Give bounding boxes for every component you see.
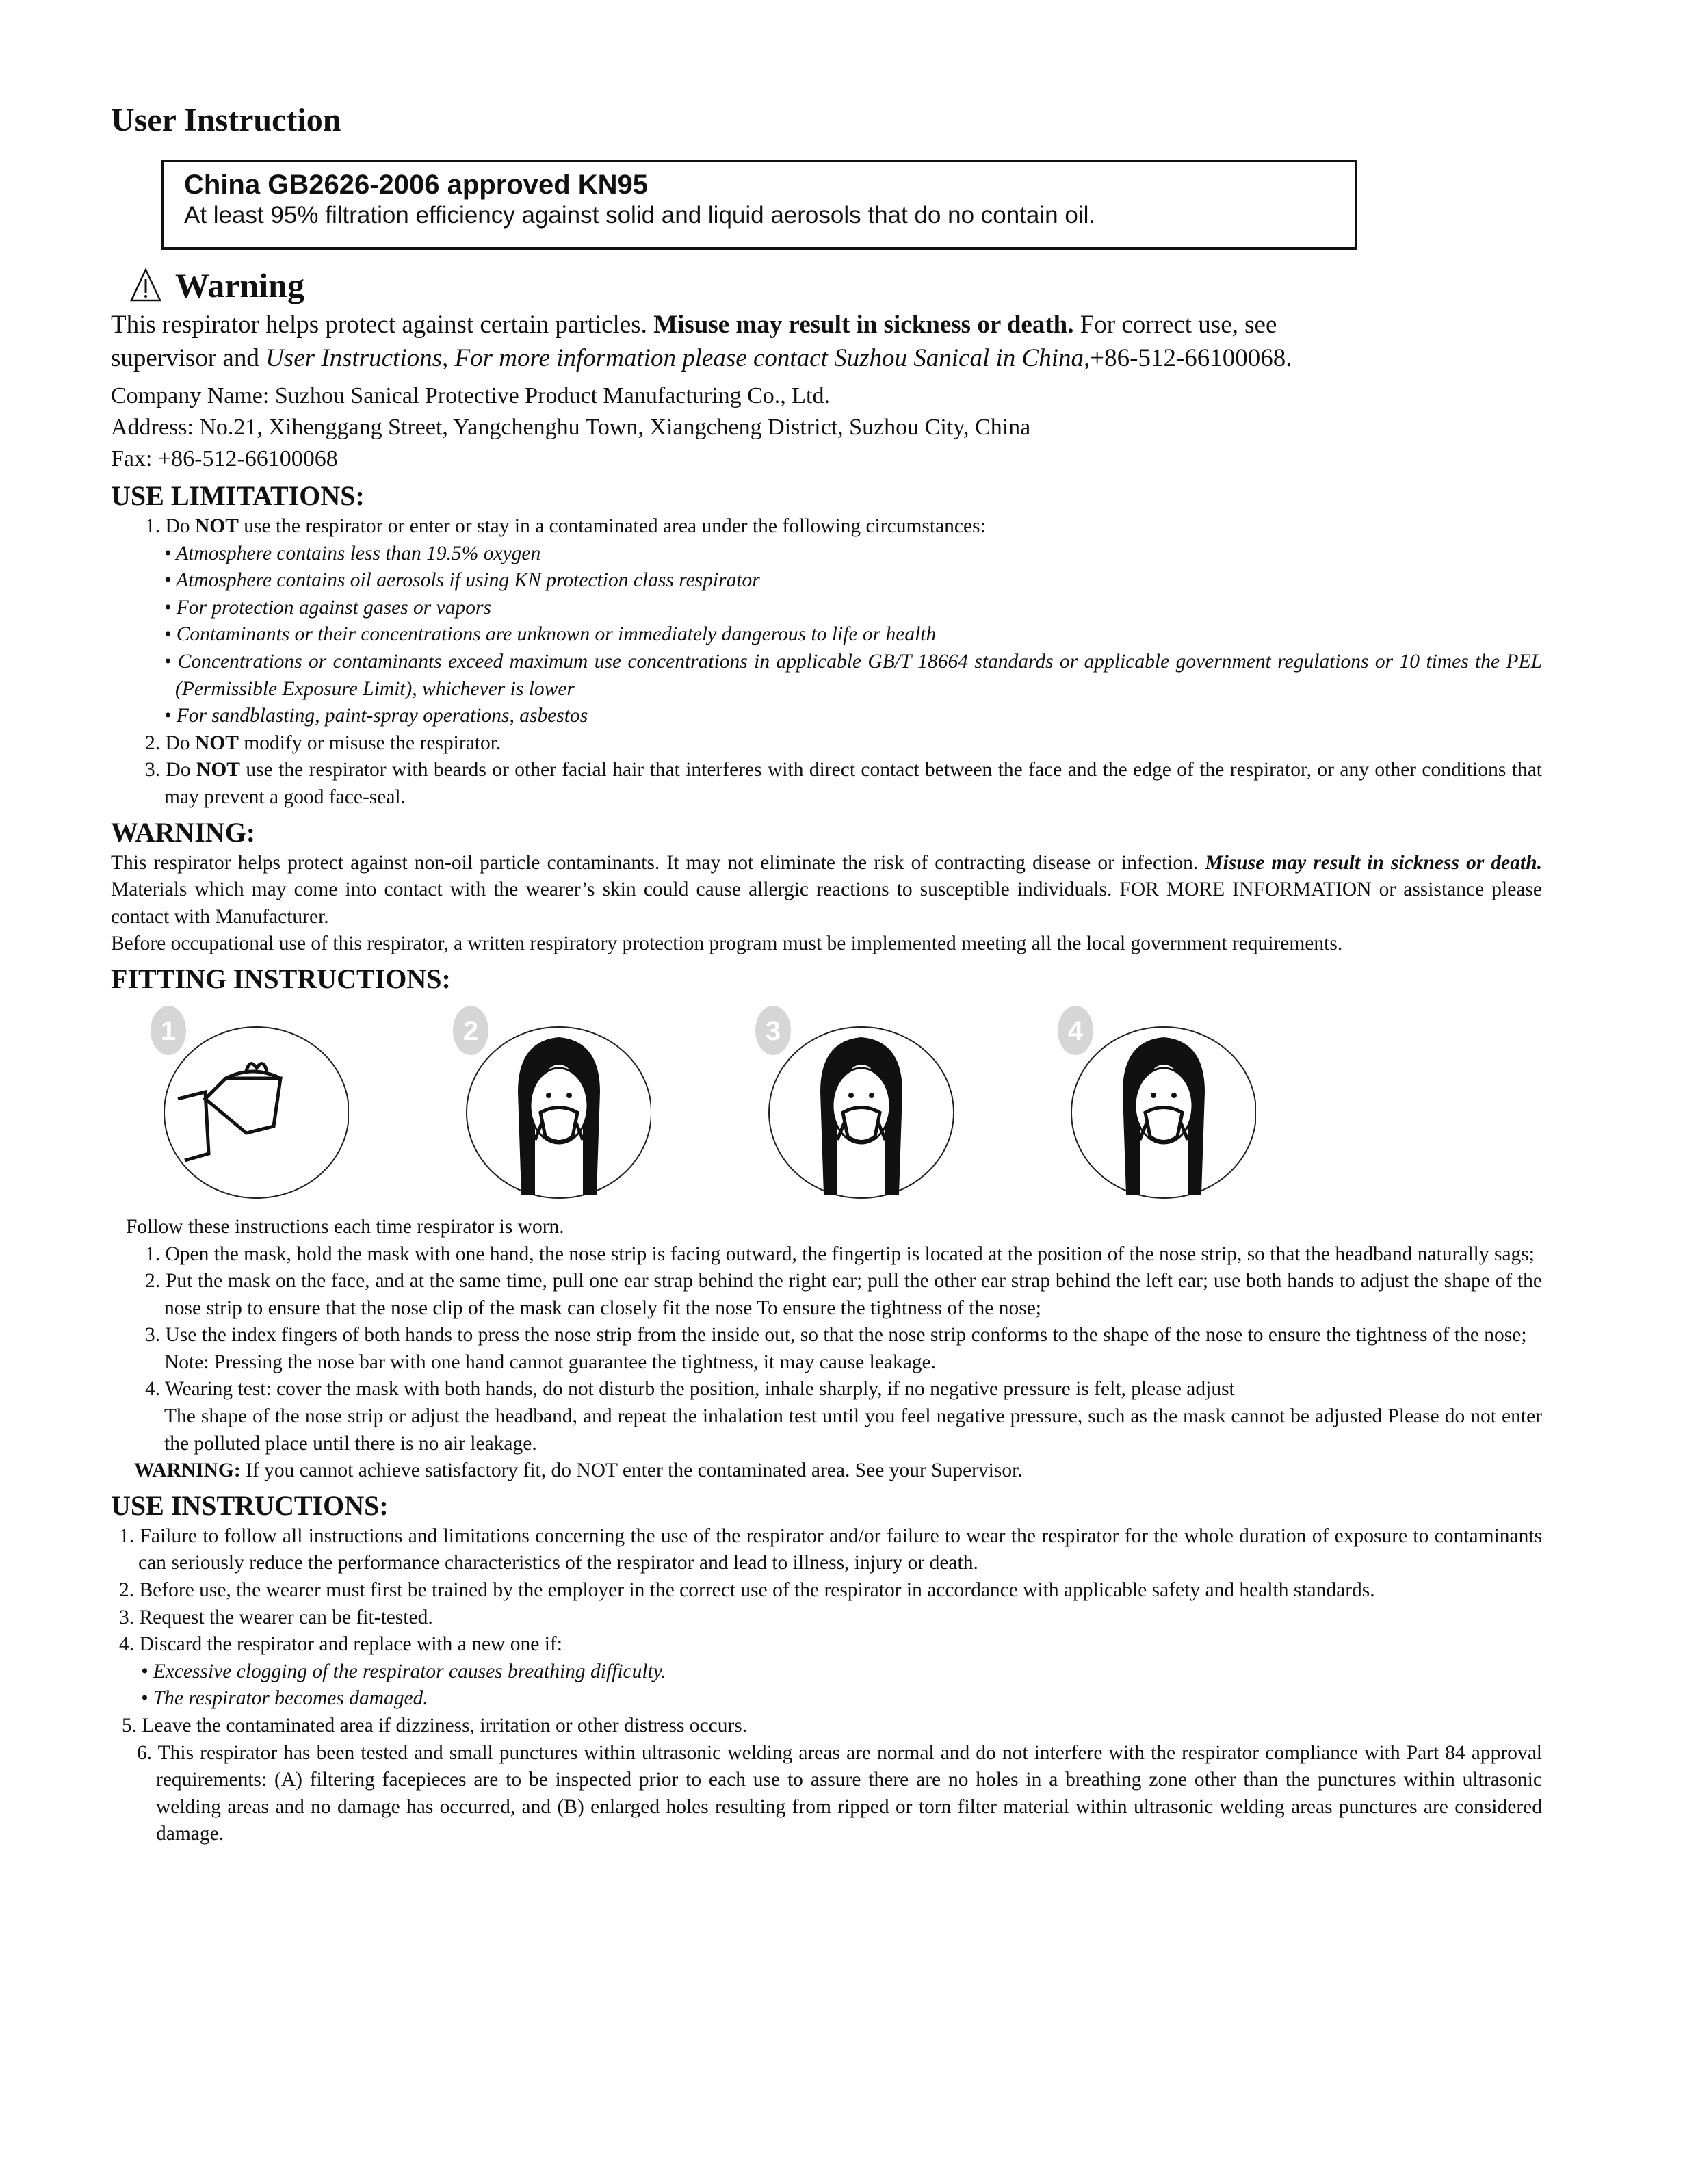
use-bullet: • The respirator becomes damaged.	[141, 1687, 428, 1710]
fitting-instructions-heading: FITTING INSTRUCTIONS:	[111, 963, 451, 994]
limitation-item-2	[111, 730, 1542, 757]
kn95-heading: China GB2626-2006 approved KN95	[184, 170, 649, 200]
limitation-bullet: • Contaminants or their concentrations are unknown or immediately dangerous to life or health	[164, 623, 937, 646]
text-bold: WARNING:	[134, 1459, 241, 1482]
fitting-step-illustration	[144, 1003, 349, 1201]
person-wearing-mask-icon	[1123, 1037, 1205, 1195]
limitation-item-3	[111, 757, 1542, 811]
warning-section-heading: WARNING:	[111, 816, 256, 848]
fitting-step-illustration	[446, 1003, 651, 1201]
text: If you cannot achieve satisfactory fit, do NOT enter the contaminated area. See your Supervisor.	[240, 1459, 1023, 1482]
limitation-bullet: • Atmosphere contains less than 19.5% oxygen	[164, 542, 541, 564]
company-address: Address: No.21, Xihenggang Street, Yangchenghu Town, Xiangcheng District, Suzhou City, China	[111, 415, 1031, 440]
limitation-bullet: • Atmosphere contains oil aerosols if using KN protection class respirator	[164, 569, 760, 592]
use-bullet: • Excessive clogging of the respirator causes breathing difficulty.	[141, 1660, 666, 1682]
text: Materials which may come into contact with the wearer’s skin could cause allergic reactions to susceptible individuals. FOR MORE INFORMATION or assistance please contact with Manufacturer.	[111, 851, 1563, 928]
warning-paragraph-2	[111, 341, 1542, 375]
company-name: Company Name: Suzhou Sanical Protective Product Manufacturing Co., Ltd.	[111, 383, 830, 408]
text-bold: NOT	[194, 731, 239, 754]
limitation-bullet: • For sandblasting, paint-spray operations, asbestos	[164, 705, 588, 727]
company-fax: Fax: +86-512-66100068	[111, 446, 338, 471]
fitting-step-illustration	[1051, 1003, 1256, 1201]
fitting-step-2: 2. Put the mask on the face, and at the same time, pull one ear strap behind the right ear; pull the other ear strap behind the left ear; use both hands to adjust the shape of the nose strip to ensure that the nose clip of the mask can closely fit the nose To ensure the tightness of the nose;	[145, 1270, 1542, 1319]
text: supervisor and	[111, 344, 266, 372]
kn95-approval-box	[161, 160, 1357, 250]
use-item-3: 3. Request the wearer can be fit-tested.	[119, 1606, 433, 1628]
use-item-6: 6. This respirator has been tested and small punctures within ultrasonic welding areas are normal and do not interfere with the respirator compliance with Part 84 approval requirements: (A) filtering facepieces are to be inspected prior to each use to assure there are no holes in a breathing zone other than the punctures within ultrasonic welding areas and no damage has occurred, and (B) enlarged holes resulting from ripped or torn filter material within ultrasonic welding areas punctures are considered damage.	[137, 1741, 1542, 1845]
text: 2. Do	[145, 731, 195, 754]
text-bold: Misuse may result in sickness or death.	[653, 311, 1074, 339]
use-item-1: 1. Failure to follow all instructions and limitations concerning the use of the respirator and/or failure to wear the respirator for the whole duration of exposure to contaminants can seriously reduce the performance characteristics of the respirator and lead to illness, injury or death.	[119, 1524, 1542, 1574]
limitation-bullet: • For protection against gases or vapors	[164, 596, 491, 619]
use-item-5: 5. Leave the contaminated area if dizziness, irritation or other distress occurs.	[122, 1715, 748, 1737]
step-number: 2	[462, 1015, 479, 1046]
document-body	[111, 308, 1563, 1848]
limitation-item-1	[111, 513, 1542, 541]
use-item-4: 4. Discard the respirator and replace with a new one if:	[119, 1633, 562, 1656]
fitting-intro: Follow these instructions each time respirator is worn.	[126, 1215, 564, 1238]
kn95-subtext: At least 95% filtration efficiency against solid and liquid aerosols that do no contain oil.	[184, 202, 1096, 229]
step-number: 4	[1067, 1015, 1084, 1046]
step-number: 1	[160, 1015, 177, 1046]
fitting-step-4: 4. Wearing test: cover the mask with both hands, do not disturb the position, inhale sharply, if no negative pressure is felt, please adjust	[145, 1378, 1235, 1401]
warning-title: Warning	[175, 266, 304, 304]
page-title: User Instruction	[111, 102, 341, 138]
phone-number: +86-512-66100068.	[1090, 344, 1292, 372]
warning-paragraph-1	[111, 308, 1542, 341]
text-bold-italic: Misuse may result in sickness or death.	[1205, 851, 1542, 874]
fitting-step-1: 1. Open the mask, hold the mask with one hand, the nose strip is facing outward, the fingertip is located at the position of the nose strip, so that the headband naturally sags;	[145, 1243, 1535, 1265]
person-wearing-mask-icon	[518, 1037, 600, 1195]
step-number: 3	[765, 1015, 781, 1046]
warning-section-paragraph	[111, 850, 1563, 931]
use-instructions-heading: USE INSTRUCTIONS:	[111, 1490, 389, 1521]
use-limitations-heading: USE LIMITATIONS:	[111, 480, 365, 511]
text: For correct use, see	[1073, 311, 1277, 339]
text: modify or misuse the respirator.	[238, 731, 501, 754]
use-item-2: 2. Before use, the wearer must first be trained by the employer in the correct use of the respirator in accordance with applicable safety and health standards.	[119, 1579, 1375, 1602]
fitting-note: Note: Pressing the nose bar with one hand cannot guarantee the tightness, it may cause leakage.	[164, 1351, 937, 1373]
illustration-circle	[164, 1027, 349, 1198]
text: use the respirator or enter or stay in a contaminated area under the following circumstances:	[238, 515, 986, 537]
warning-heading	[130, 265, 304, 305]
fitting-illustrations	[111, 1003, 1542, 1208]
text: use the respirator with beards or other facial hair that interferes with direct contact between the face and the edge of the respirator, or any other conditions that may prevent a good face-seal.	[164, 759, 1542, 808]
text: This respirator helps protect against certain particles.	[111, 311, 654, 339]
text-bold: NOT	[196, 759, 240, 781]
fitting-step-4-continued: The shape of the nose strip or adjust the headband, and repeat the inhalation test until you feel negative pressure, such as the mask cannot be adjusted Please do not enter the polluted place until there is no air leakage.	[164, 1405, 1542, 1455]
text-bold: NOT	[194, 515, 239, 537]
text: This respirator helps protect against non-oil particle contaminants. It may not eliminate the risk of contracting disease or infection.	[111, 851, 1205, 874]
text: 1. Do	[145, 515, 195, 537]
fitting-warning	[111, 1457, 1542, 1485]
warning-triangle-icon	[130, 268, 161, 302]
fitting-step-illustration	[748, 1003, 954, 1201]
text-italic: User Instructions, For more information please contact Suzhou Sanical in China,	[265, 344, 1091, 372]
warning-section-paragraph-2: Before occupational use of this respirator, a written respiratory protection program must be implemented meeting all the local government requirements.	[111, 933, 1343, 955]
hand-holding-mask-icon	[178, 1063, 280, 1160]
person-wearing-mask-icon	[820, 1037, 902, 1195]
fitting-step-3: 3. Use the index fingers of both hands to press the nose strip from the inside out, so that the nose strip conforms to the shape of the nose to ensure the tightness of the nose;	[145, 1324, 1527, 1347]
limitation-bullet: • Concentrations or contaminants exceed maximum use concentrations in applicable GB/T 18664 standards or applicable government regulations or 10 times the PEL (Permissible Exposure Limit), whichever is lower	[164, 650, 1542, 700]
text: 3. Do	[145, 759, 197, 781]
